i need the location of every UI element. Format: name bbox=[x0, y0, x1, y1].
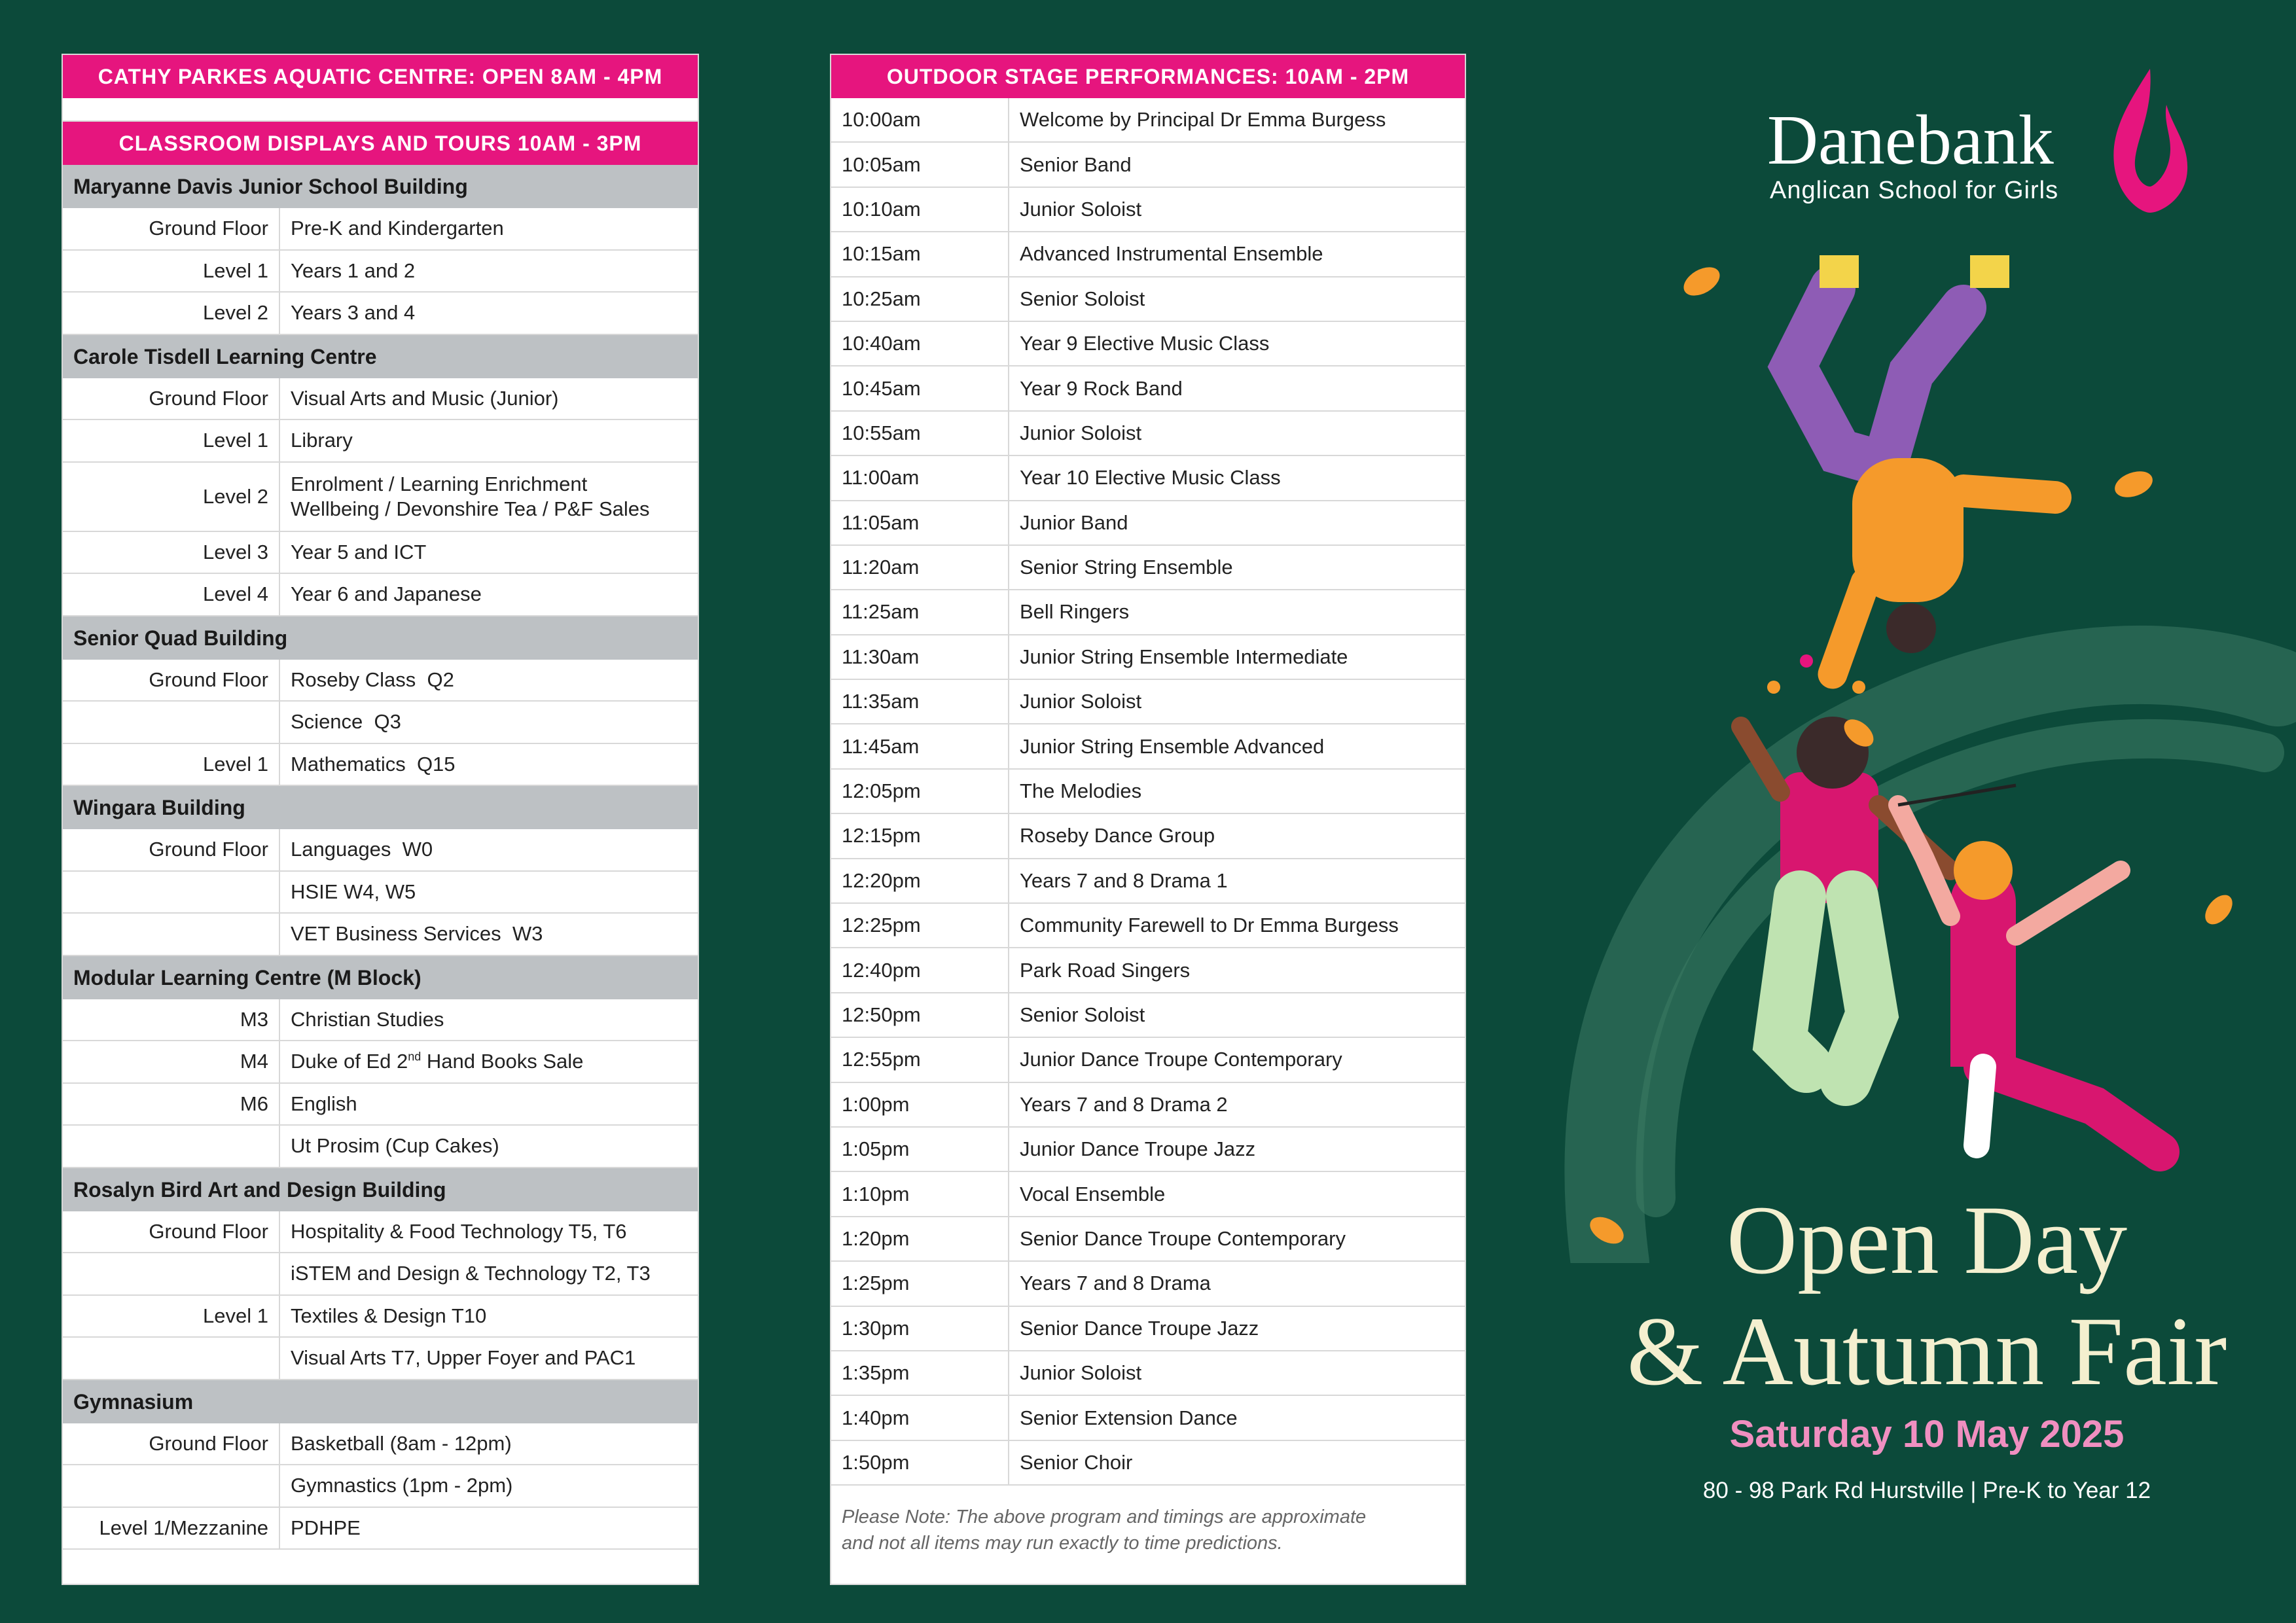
venue-level: M3 bbox=[63, 999, 280, 1041]
venue-row bbox=[63, 660, 698, 702]
venue-description: Basketball (8am - 12pm) bbox=[291, 1431, 512, 1455]
schedule-note bbox=[831, 1486, 1465, 1556]
venue-description: VET Business Services W3 bbox=[291, 922, 543, 946]
schedule-row bbox=[831, 993, 1465, 1038]
schedule-act: Senior Band bbox=[1020, 152, 1132, 176]
schedule-time: 10:00am bbox=[831, 98, 1009, 141]
schedule-act: Years 7 and 8 Drama 1 bbox=[1020, 868, 1228, 892]
dancers-illustration bbox=[1558, 216, 2296, 1263]
schedule-act: Senior Dance Troupe Contemporary bbox=[1020, 1226, 1346, 1250]
venue-description: Year 5 and ICT bbox=[291, 540, 427, 563]
venue-description-tail: Hand Books Sale bbox=[421, 1050, 584, 1073]
event-title-line1: Open Day bbox=[1726, 1186, 2128, 1294]
schedule-time: 12:50pm bbox=[831, 993, 1009, 1037]
schedule-act: Advanced Instrumental Ensemble bbox=[1020, 242, 1323, 266]
event-address: 80 - 98 Park Rd Hurstville | Pre-K to Year 12 bbox=[1702, 1478, 2151, 1503]
schedule-time: 11:00am bbox=[831, 456, 1009, 499]
venue-level: Level 1 bbox=[63, 744, 280, 785]
schedule-act: Senior Extension Dance bbox=[1020, 1406, 1238, 1429]
section-heading: Senior Quad Building bbox=[63, 616, 698, 660]
venue-description-text: Duke of Ed 2 bbox=[291, 1050, 408, 1073]
schedule-act: Senior Soloist bbox=[1020, 287, 1145, 310]
venue-level bbox=[63, 702, 280, 743]
venue-description: iSTEM and Design & Technology T2, T3 bbox=[291, 1262, 651, 1285]
schedule-act: Roseby Dance Group bbox=[1020, 824, 1215, 847]
schedule-act: Junior String Ensemble Advanced bbox=[1020, 734, 1325, 758]
section-heading: Wingara Building bbox=[63, 786, 698, 829]
schedule-row bbox=[831, 635, 1465, 680]
schedule-time: 10:05am bbox=[831, 143, 1009, 186]
schedule-time: 11:25am bbox=[831, 590, 1009, 633]
schedule-act: Community Farewell to Dr Emma Burgess bbox=[1020, 914, 1399, 937]
schedule-row bbox=[831, 456, 1465, 501]
venue-description: Visual Arts and Music (Junior) bbox=[291, 386, 559, 410]
venue-description: Years 3 and 4 bbox=[291, 301, 416, 325]
venue-description: Visual Arts T7, Upper Foyer and PAC1 bbox=[291, 1346, 636, 1370]
venue-level bbox=[63, 1465, 280, 1507]
venue-row bbox=[63, 744, 698, 787]
venue-description: Hospitality & Food Technology T5, T6 bbox=[291, 1219, 627, 1243]
venue-level: Level 2 bbox=[63, 293, 280, 334]
venue-level bbox=[63, 1338, 280, 1379]
venue-description bbox=[280, 463, 698, 531]
schedule-row bbox=[831, 1351, 1465, 1396]
schedule-row bbox=[831, 590, 1465, 635]
schedule-time: 12:05pm bbox=[831, 770, 1009, 813]
section-heading: Carole Tisdell Learning Centre bbox=[63, 335, 698, 378]
schedule-row bbox=[831, 948, 1465, 993]
schedule-time: 12:15pm bbox=[831, 814, 1009, 857]
schedule-row bbox=[831, 98, 1465, 143]
venue-row bbox=[63, 872, 698, 914]
schedule-time: 10:55am bbox=[831, 412, 1009, 455]
schedule-time: 12:40pm bbox=[831, 948, 1009, 991]
venue-level: M6 bbox=[63, 1084, 280, 1125]
classroom-header: CLASSROOM DISPLAYS AND TOURS 10AM - 3PM bbox=[63, 122, 698, 165]
schedule-time: 11:45am bbox=[831, 724, 1009, 768]
venue-description: Textiles & Design T10 bbox=[291, 1304, 487, 1327]
venue-row bbox=[63, 1338, 698, 1380]
schedule-time: 1:10pm bbox=[831, 1172, 1009, 1215]
schedule-act: Years 7 and 8 Drama bbox=[1020, 1272, 1211, 1295]
venue-row bbox=[63, 251, 698, 293]
schedule-time: 11:20am bbox=[831, 546, 1009, 589]
venue-description: Ut Prosim (Cup Cakes) bbox=[291, 1134, 499, 1158]
schedule-row bbox=[831, 1441, 1465, 1486]
conductor-figure bbox=[1898, 785, 2160, 1152]
schedule-act: Vocal Ensemble bbox=[1020, 1182, 1166, 1205]
schedule-row bbox=[831, 859, 1465, 904]
flame-icon bbox=[2101, 65, 2199, 216]
schedule-row bbox=[831, 904, 1465, 948]
venue-description: Mathematics Q15 bbox=[291, 752, 456, 776]
schedule-time: 11:30am bbox=[831, 635, 1009, 679]
venue-row bbox=[63, 420, 698, 463]
event-title-line2: & Autumn Fair bbox=[1626, 1297, 2227, 1406]
schedule-row bbox=[831, 546, 1465, 590]
venue-row bbox=[63, 574, 698, 616]
venue-description: Years 1 and 2 bbox=[291, 259, 416, 282]
schedule-time: 12:20pm bbox=[831, 859, 1009, 902]
schedule-time: 12:25pm bbox=[831, 904, 1009, 947]
venue-row bbox=[63, 1423, 698, 1466]
ordinal-suffix: nd bbox=[408, 1050, 422, 1063]
section-heading: Maryanne Davis Junior School Building bbox=[63, 165, 698, 208]
schedule-act: Year 9 Elective Music Class bbox=[1020, 332, 1270, 355]
schedule-act: Year 9 Rock Band bbox=[1020, 376, 1183, 400]
schedule-row bbox=[831, 501, 1465, 546]
schedule-act: Junior Dance Troupe Jazz bbox=[1020, 1137, 1256, 1161]
schedule-row bbox=[831, 770, 1465, 814]
venue-row bbox=[63, 1041, 698, 1084]
schedule-time: 10:45am bbox=[831, 366, 1009, 410]
schedule-time: 1:35pm bbox=[831, 1351, 1009, 1395]
venue-description: HSIE W4, W5 bbox=[291, 880, 416, 903]
venue-description bbox=[280, 1041, 698, 1082]
venue-level: Level 1/Mezzanine bbox=[63, 1508, 280, 1549]
venue-level: Level 3 bbox=[63, 532, 280, 573]
venue-row bbox=[63, 1253, 698, 1296]
schedule-time: 10:40am bbox=[831, 322, 1009, 365]
venue-description: Roseby Class Q2 bbox=[291, 668, 454, 691]
venue-description: Library bbox=[291, 429, 353, 452]
venue-description: Languages W0 bbox=[291, 838, 433, 861]
schedule-time: 1:25pm bbox=[831, 1262, 1009, 1305]
performance-panel bbox=[830, 54, 1466, 1585]
schedule-time: 1:40pm bbox=[831, 1396, 1009, 1439]
schedule-time: 1:05pm bbox=[831, 1128, 1009, 1171]
schedule-row bbox=[831, 277, 1465, 322]
venue-description: PDHPE bbox=[291, 1516, 361, 1539]
venue-row bbox=[63, 1465, 698, 1508]
schedule-act: Senior Choir bbox=[1020, 1450, 1133, 1474]
venue-row bbox=[63, 829, 698, 872]
venue-level bbox=[63, 1126, 280, 1167]
schedule-time: 1:50pm bbox=[831, 1441, 1009, 1484]
section-heading: Rosalyn Bird Art and Design Building bbox=[63, 1168, 698, 1211]
schedule-row bbox=[831, 1172, 1465, 1217]
schedule-act: Junior Band bbox=[1020, 510, 1128, 534]
logo-subtitle: Anglican School for Girls bbox=[1770, 177, 2059, 204]
venue-description: Year 6 and Japanese bbox=[291, 582, 482, 606]
schedule-time: 10:10am bbox=[831, 188, 1009, 231]
venue-level: Ground Floor bbox=[63, 1423, 280, 1465]
performance-schedule bbox=[831, 98, 1465, 1486]
schedule-row bbox=[831, 1396, 1465, 1440]
schedule-act: Senior Dance Troupe Jazz bbox=[1020, 1316, 1259, 1340]
flipping-figure bbox=[1793, 255, 2055, 674]
performance-header: OUTDOOR STAGE PERFORMANCES: 10AM - 2PM bbox=[831, 55, 1465, 98]
venue-description: Science Q3 bbox=[291, 710, 401, 734]
schedule-time: 1:30pm bbox=[831, 1307, 1009, 1350]
venue-row bbox=[63, 999, 698, 1042]
venue-level: Level 4 bbox=[63, 574, 280, 615]
venue-level: Ground Floor bbox=[63, 1211, 280, 1253]
section-heading: Modular Learning Centre (M Block) bbox=[63, 956, 698, 999]
schedule-note-line1: Please Note: The above program and timings are approximate bbox=[842, 1507, 1367, 1528]
aquatic-centre-header: CATHY PARKES AQUATIC CENTRE: OPEN 8AM - 4PM bbox=[63, 55, 698, 98]
venue-description-line1: Enrolment / Learning Enrichment bbox=[291, 472, 588, 495]
schedule-act: Welcome by Principal Dr Emma Burgess bbox=[1020, 108, 1386, 132]
venue-level bbox=[63, 872, 280, 913]
venue-row bbox=[63, 1211, 698, 1254]
schedule-note-line2: and not all items may run exactly to time predictions. bbox=[842, 1533, 1283, 1554]
venue-row bbox=[63, 914, 698, 956]
schedule-time: 11:35am bbox=[831, 680, 1009, 723]
venue-row bbox=[63, 702, 698, 744]
venue-level: Level 1 bbox=[63, 1296, 280, 1337]
venue-row bbox=[63, 378, 698, 421]
venue-level: Level 2 bbox=[63, 463, 280, 531]
schedule-row bbox=[831, 1262, 1465, 1306]
schedule-row bbox=[831, 1038, 1465, 1082]
schedule-act: Junior Soloist bbox=[1020, 690, 1142, 713]
schedule-time: 11:05am bbox=[831, 501, 1009, 544]
venue-row bbox=[63, 1126, 698, 1168]
event-title bbox=[1558, 1185, 2296, 1407]
schedule-time: 1:20pm bbox=[831, 1217, 1009, 1260]
logo-name: Danebank bbox=[1767, 101, 2054, 179]
schedule-row bbox=[831, 724, 1465, 769]
schedule-act: Bell Ringers bbox=[1020, 600, 1130, 624]
schedule-row bbox=[831, 1307, 1465, 1351]
schedule-row bbox=[831, 1217, 1465, 1262]
venue-row bbox=[63, 208, 698, 251]
schedule-act: Junior Dance Troupe Contemporary bbox=[1020, 1048, 1342, 1071]
schedule-row bbox=[831, 412, 1465, 456]
schedule-row bbox=[831, 232, 1465, 277]
venue-panel bbox=[62, 54, 699, 1585]
schedule-row bbox=[831, 366, 1465, 411]
venue-level bbox=[63, 1253, 280, 1294]
schedule-row bbox=[831, 814, 1465, 859]
venue-level: Ground Floor bbox=[63, 378, 280, 419]
venue-description: Gymnastics (1pm - 2pm) bbox=[291, 1474, 513, 1497]
venue-level: Ground Floor bbox=[63, 660, 280, 701]
schedule-time: 1:00pm bbox=[831, 1083, 1009, 1126]
schedule-row bbox=[831, 322, 1465, 366]
venue-level bbox=[63, 914, 280, 955]
schedule-act: Senior Soloist bbox=[1020, 1003, 1145, 1026]
venue-description: English bbox=[291, 1092, 357, 1115]
schedule-act: Senior String Ensemble bbox=[1020, 556, 1233, 579]
venue-row bbox=[63, 293, 698, 335]
schedule-time: 10:25am bbox=[831, 277, 1009, 321]
venue-level: Ground Floor bbox=[63, 829, 280, 870]
section-heading: Gymnasium bbox=[63, 1380, 698, 1423]
schedule-row bbox=[831, 1083, 1465, 1128]
event-date: Saturday 10 May 2025 bbox=[1729, 1413, 2125, 1455]
venue-description-line2: Wellbeing / Devonshire Tea / P&F Sales bbox=[291, 497, 650, 520]
schedule-act: Park Road Singers bbox=[1020, 958, 1191, 982]
venue-level: Ground Floor bbox=[63, 208, 280, 249]
venue-sections bbox=[63, 165, 698, 1550]
venue-level: M4 bbox=[63, 1041, 280, 1082]
schedule-act: Years 7 and 8 Drama 2 bbox=[1020, 1092, 1228, 1116]
venue-description: Pre-K and Kindergarten bbox=[291, 217, 504, 240]
schedule-time: 12:55pm bbox=[831, 1038, 1009, 1081]
schedule-act: Junior Soloist bbox=[1020, 421, 1142, 444]
schedule-act: Junior String Ensemble Intermediate bbox=[1020, 645, 1348, 668]
venue-description: Christian Studies bbox=[291, 1007, 444, 1031]
schedule-act: Junior Soloist bbox=[1020, 197, 1142, 221]
schedule-act: Year 10 Elective Music Class bbox=[1020, 466, 1281, 490]
venue-row bbox=[63, 463, 698, 532]
schedule-row bbox=[831, 1128, 1465, 1172]
schedule-row bbox=[831, 143, 1465, 187]
venue-row bbox=[63, 1508, 698, 1550]
schedule-row bbox=[831, 188, 1465, 232]
venue-row bbox=[63, 1084, 698, 1126]
schedule-time: 10:15am bbox=[831, 232, 1009, 276]
schedule-act: Junior Soloist bbox=[1020, 1361, 1142, 1385]
header-gap bbox=[63, 98, 698, 122]
venue-row bbox=[63, 532, 698, 575]
venue-level: Level 1 bbox=[63, 420, 280, 461]
venue-level: Level 1 bbox=[63, 251, 280, 292]
venue-row bbox=[63, 1296, 698, 1338]
schedule-row bbox=[831, 680, 1465, 724]
schedule-act: The Melodies bbox=[1020, 779, 1142, 803]
